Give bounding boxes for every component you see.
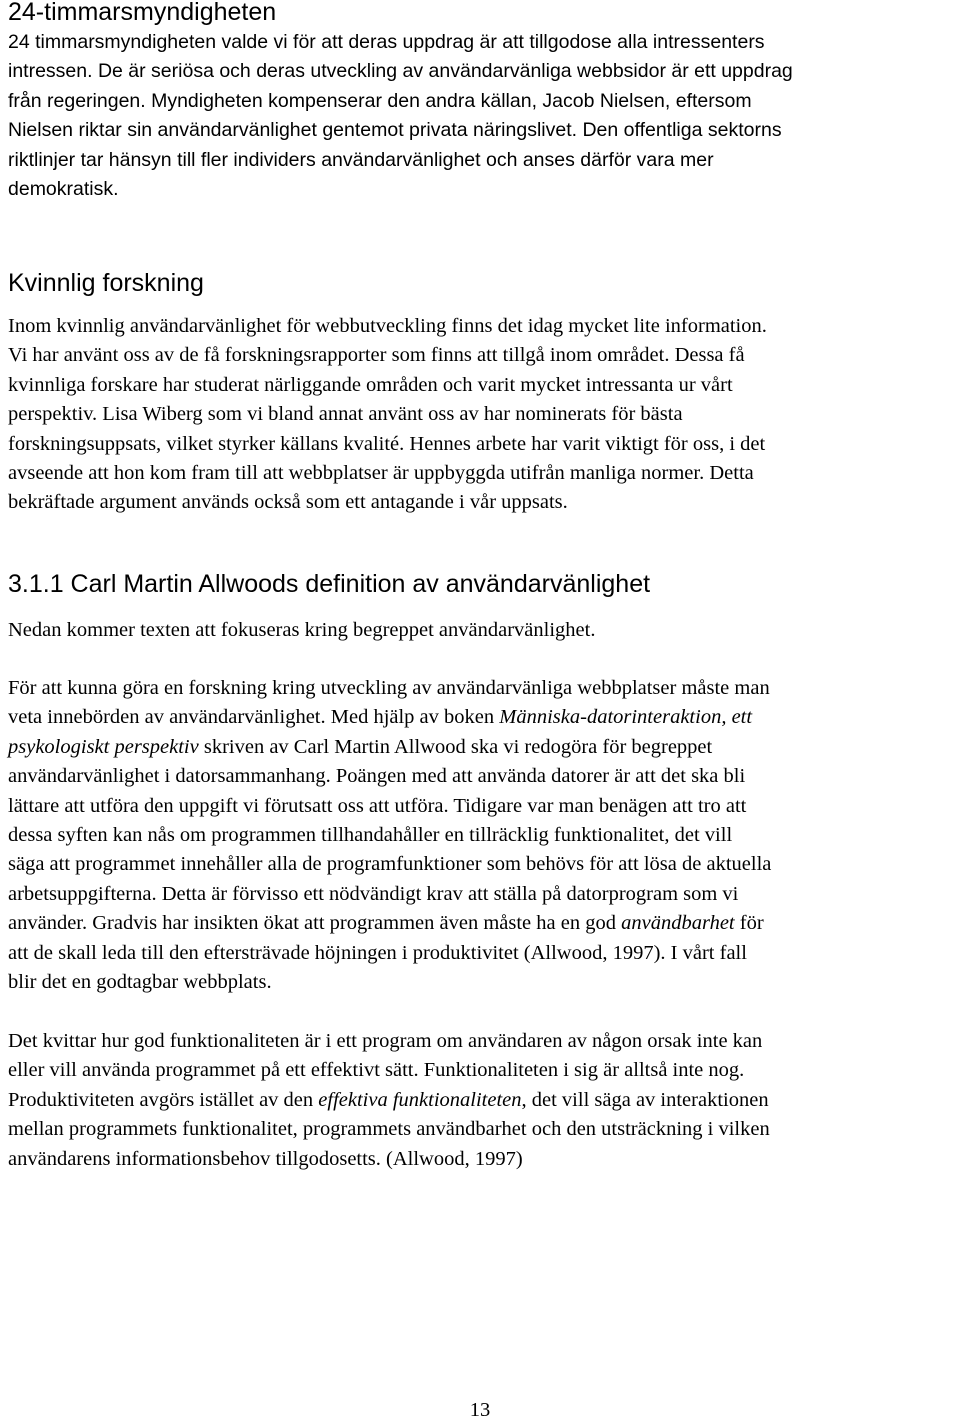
text-line: mellan programmets funktionalitet, programmets användbarhet och den utsträckning i vilken <box>8 1118 770 1141</box>
text-line: Inom kvinnlig användarvänlighet för webbutveckling finns det idag mycket lite information. <box>8 315 767 337</box>
text-run: , det vill säga av interaktionen <box>521 1088 769 1111</box>
text-line: perspektiv. Lisa Wiberg som vi bland annat använt oss av har nominerats för bästa <box>8 403 683 426</box>
text-line: riktlinjer tar hänsyn till fler individers användarvänlighet och anses därför vara mer <box>8 148 714 171</box>
text-line: Nedan kommer texten att fokuseras kring begreppet användarvänlighet. <box>8 619 596 641</box>
paragraph-allwood-usability <box>8 674 958 997</box>
text-line <box>8 733 958 762</box>
page-number: 13 <box>469 1399 491 1421</box>
text-line <box>8 703 958 732</box>
paragraph-functionality <box>8 1027 958 1174</box>
section-heading-24-timmarsmyndigheten: 24-timmarsmyndigheten <box>8 0 277 26</box>
text-line: 24 timmarsmyndigheten valde vi för att deras uppdrag är att tillgodose alla intressenters <box>8 31 765 53</box>
text-line: dessa syften kan nås om programmen tillhandahåller en tillräcklig funktionalitet, det vill <box>8 824 733 847</box>
paragraph-kvinnlig-forskning <box>8 312 958 518</box>
text-line: kvinnliga forskare har studerat närliggande områden och varit mycket intressanta ur vårt <box>8 373 733 396</box>
text-line: Nielsen riktar sin användarvänlighet gentemot privata näringslivet. Den offentliga sektorns <box>8 119 782 142</box>
paragraph-intro <box>8 616 958 645</box>
text-line <box>8 909 958 938</box>
text-line: användarens informationsbehov tillgodosetts. (Allwood, 1997) <box>8 1147 523 1170</box>
text-line: arbetsuppgifterna. Detta är förvisso ett nödvändigt krav att ställa på datorprogram som vi <box>8 882 739 905</box>
section-heading-kvinnlig-forskning: Kvinnlig forskning <box>8 269 204 297</box>
text-line: eller vill använda programmet på ett effektivt sätt. Funktionaliteten i sig är alltså inte nog. <box>8 1059 745 1082</box>
text-run: Produktiviteten avgörs istället av den <box>8 1088 319 1111</box>
text-line: användarvänlighet i datorsammanhang. Poängen med att använda datorer är att det ska bli <box>8 765 746 788</box>
text-run: för <box>734 912 764 935</box>
text-run: veta innebörden av användarvänlighet. Med hjälp av boken <box>8 706 500 729</box>
emphasis-usability: användbarhet <box>621 912 735 935</box>
text-line: avseende att hon kom fram till att webbplatser är uppbyggda utifrån manliga normer. Detta <box>8 462 754 485</box>
text-line: För att kunna göra en forskning kring utveckling av användarvänliga webbplatser måste man <box>8 677 770 699</box>
text-line: bekräftade argument används också som ett antagande i vår uppsats. <box>8 491 568 514</box>
emphasis-effective-functionality: effektiva funktionaliteten <box>318 1088 522 1111</box>
text-line: Det kvittar hur god funktionaliteten är i ett program om användaren av någon orsak inte kan <box>8 1030 763 1052</box>
text-line: blir det en godtagbar webbplats. <box>8 971 272 994</box>
text-line: intressen. De är seriösa och deras utveckling av användarvänliga webbsidor är ett uppdrag <box>8 60 793 83</box>
section-heading-allwood-definition: 3.1.1 Carl Martin Allwoods definition av användarvänlighet <box>8 570 651 598</box>
paragraph-24-timmarsmyndigheten <box>8 28 958 204</box>
book-title-continued: psykologiskt perspektiv <box>8 735 199 758</box>
text-run: använder. Gradvis har insikten ökat att programmen även måste ha en god <box>8 912 622 935</box>
text-line: säga att programmet innehåller alla de programfunktioner som behövs för att lösa de aktuella <box>8 853 772 876</box>
text-line: från regeringen. Myndigheten kompenserar den andra källan, Jacob Nielsen, eftersom <box>8 89 752 112</box>
text-line: Vi har använt oss av de få forskningsrapporter som finns att tillgå inom området. Dessa få <box>8 344 745 367</box>
text-line: forskningsuppsats, vilket styrker källans kvalité. Hennes arbete har varit viktigt för oss, i det <box>8 432 766 455</box>
text-line: att de skall leda till den eftersträvade höjningen i produktivitet (Allwood, 1997). I vårt fall <box>8 941 747 964</box>
text-line: demokratisk. <box>8 178 119 201</box>
text-line <box>8 1086 958 1115</box>
book-title: Människa-datorinteraktion, ett <box>499 706 753 729</box>
text-line: lättare att utföra den uppgift vi förutsatt oss att utföra. Tidigare var man benägen att tro att <box>8 794 747 817</box>
text-run: skriven av Carl Martin Allwood ska vi redogöra för begreppet <box>198 735 713 758</box>
